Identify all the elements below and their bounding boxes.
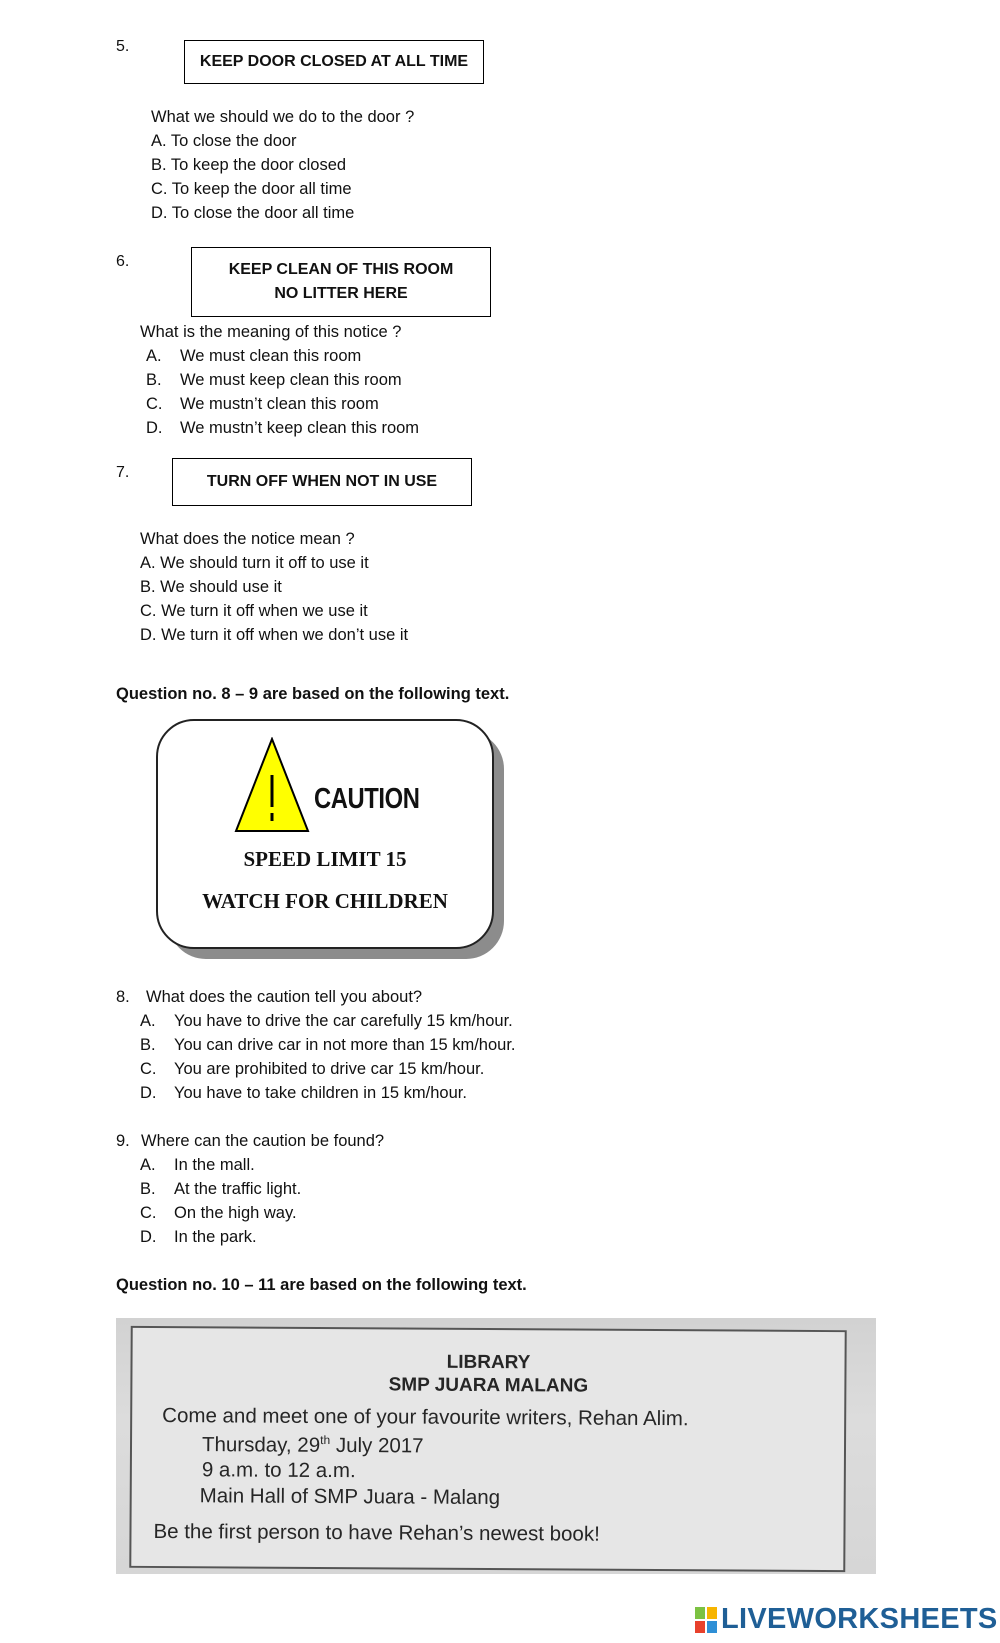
question-8-number: 8.: [116, 988, 130, 1006]
option-text: You have to drive the car carefully 15 km/hour.: [174, 1012, 513, 1030]
question-7-text: What does the notice mean ?: [140, 530, 355, 548]
option-letter: A.: [140, 1156, 156, 1174]
option-6b[interactable]: [146, 370, 402, 390]
library-notice-card: [129, 1326, 846, 1572]
library-notice-photo: [116, 1318, 876, 1574]
option-letter: A.: [140, 1012, 156, 1030]
option-5d[interactable]: D. To close the door all time: [151, 204, 355, 222]
notice-text: TURN OFF WHEN NOT IN USE: [206, 473, 438, 490]
library-closing: Be the first person to have Rehan’s newest book!: [153, 1519, 600, 1546]
option-text: We must clean this room: [180, 347, 362, 365]
option-7a[interactable]: A. We should turn it off to use it: [140, 554, 369, 572]
option-letter: B.: [140, 1036, 156, 1054]
date-suffix: th: [320, 1432, 331, 1448]
option-text: You can drive car in not more than 15 km/hour.: [174, 1036, 516, 1054]
option-9d[interactable]: [140, 1227, 257, 1247]
option-7b[interactable]: B. We should use it: [140, 578, 282, 596]
question-6-number: 6.: [116, 253, 130, 270]
option-9a[interactable]: [140, 1155, 255, 1175]
option-8d[interactable]: [140, 1083, 467, 1103]
library-date: [202, 1432, 424, 1458]
notice-keep-door-closed: [184, 40, 484, 84]
option-8c[interactable]: [140, 1059, 484, 1079]
option-8b[interactable]: [140, 1035, 516, 1055]
section-heading-8-9: Question no. 8 – 9 are based on the following text.: [116, 685, 510, 703]
option-9c[interactable]: [140, 1203, 297, 1223]
question-6-text: What is the meaning of this notice ?: [140, 323, 402, 341]
question-7-number: 7.: [116, 464, 130, 481]
option-letter: D.: [140, 1228, 157, 1246]
logo-text: LIVEWORKSHEETS: [721, 1603, 998, 1635]
option-text: We mustn’t keep clean this room: [180, 419, 420, 437]
speed-limit-text: SPEED LIMIT 15: [243, 847, 407, 871]
section-heading-10-11: Question no. 10 – 11 are based on the following text.: [116, 1276, 527, 1294]
logo-mark-icon: [695, 1607, 717, 1633]
option-text: On the high way.: [174, 1204, 297, 1222]
question-8-text: What does the caution tell you about?: [146, 988, 423, 1006]
liveworksheets-logo[interactable]: [695, 1603, 998, 1636]
question-8: [116, 987, 422, 1007]
question-9-text: Where can the caution be found?: [141, 1132, 385, 1150]
option-letter: D.: [140, 1084, 157, 1102]
caution-label: CAUTION: [314, 783, 420, 815]
warning-triangle-icon: [234, 737, 310, 833]
watch-children-text: WATCH FOR CHILDREN: [202, 889, 448, 913]
option-letter: D.: [146, 419, 163, 437]
option-text: We must keep clean this room: [180, 371, 402, 389]
notice-keep-clean: [191, 247, 491, 317]
question-9: [116, 1131, 384, 1151]
option-5a[interactable]: A. To close the door: [151, 132, 297, 150]
option-letter: B.: [140, 1180, 156, 1198]
option-5c[interactable]: C. To keep the door all time: [151, 180, 352, 198]
option-text: At the traffic light.: [174, 1180, 302, 1198]
option-letter: A.: [146, 347, 162, 365]
caution-sign: [156, 719, 506, 959]
question-5-text: What we should we do to the door ?: [151, 108, 415, 126]
notice-text: KEEP DOOR CLOSED AT ALL TIME: [199, 53, 469, 70]
option-7d[interactable]: D. We turn it off when we don’t use it: [140, 626, 409, 644]
question-9-number: 9.: [116, 1132, 130, 1150]
option-8a[interactable]: [140, 1011, 513, 1031]
option-letter: B.: [146, 371, 162, 389]
library-school: SMP JUARA MALANG: [388, 1374, 589, 1397]
option-9b[interactable]: [140, 1179, 301, 1199]
library-invite-line: Come and meet one of your favourite writers, Rehan Alim.: [162, 1404, 689, 1431]
option-text: You are prohibited to drive car 15 km/hour.: [174, 1060, 485, 1078]
date-day: Thursday, 29: [201, 1433, 321, 1457]
option-text: You have to take children in 15 km/hour.: [174, 1084, 467, 1102]
option-letter: C.: [146, 395, 163, 413]
notice-turn-off: [172, 458, 472, 506]
option-6a[interactable]: [146, 346, 361, 366]
option-6c[interactable]: [146, 394, 379, 414]
option-text: We mustn’t clean this room: [180, 395, 379, 413]
option-text: In the park.: [174, 1228, 257, 1246]
library-place: Main Hall of SMP Juara - Malang: [199, 1484, 501, 1510]
question-5-number: 5.: [116, 38, 130, 55]
option-7c[interactable]: C. We turn it off when we use it: [140, 602, 368, 620]
option-6d[interactable]: [146, 418, 419, 438]
library-time: 9 a.m. to 12 a.m.: [201, 1458, 356, 1483]
option-letter: C.: [140, 1204, 157, 1222]
option-5b[interactable]: B. To keep the door closed: [151, 156, 347, 174]
option-text: In the mall.: [174, 1156, 255, 1174]
notice-line-1: KEEP CLEAN OF THIS ROOM: [228, 261, 454, 278]
caution-sign-board: [156, 719, 494, 949]
notice-line-2: NO LITTER HERE: [274, 285, 408, 302]
date-rest: July 2017: [330, 1433, 424, 1458]
library-title: LIBRARY: [446, 1351, 531, 1374]
option-letter: C.: [140, 1060, 157, 1078]
